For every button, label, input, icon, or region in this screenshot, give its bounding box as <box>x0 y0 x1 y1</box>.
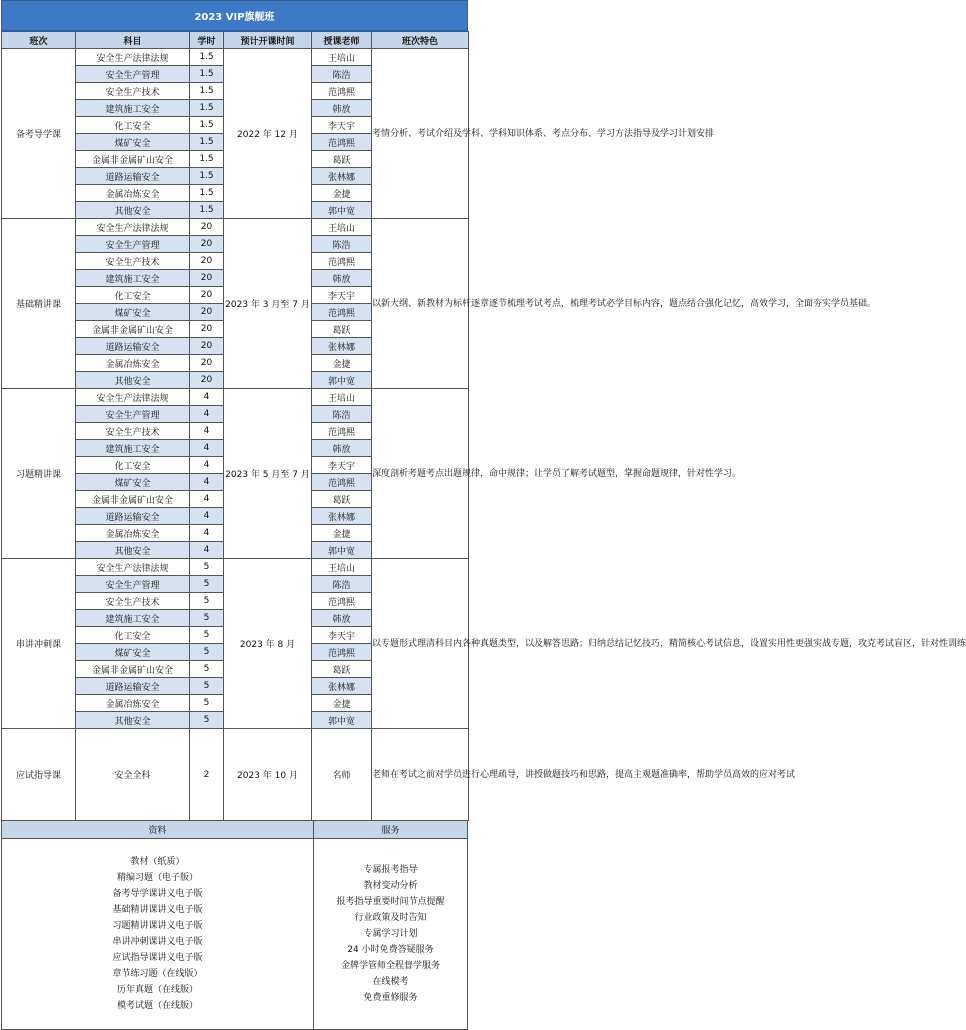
header-subject: 科目 <box>76 32 190 49</box>
material-item: 教材（纸质） <box>130 857 185 867</box>
teacher-cell: 陈浩 <box>312 576 372 593</box>
teacher-cell: 李天宇 <box>312 457 372 474</box>
table-row <box>2 219 469 236</box>
start-time-cell: 2023 年 3 月至 7 月 <box>224 219 312 389</box>
material-item: 精编习题（电子版） <box>116 873 198 883</box>
hours-cell: 1.5 <box>190 49 224 66</box>
subject-cell: 建筑施工安全 <box>76 610 190 627</box>
material-item: 应试指导课讲义电子版 <box>112 953 203 963</box>
teacher-cell: 王培山 <box>312 559 372 576</box>
teacher-cell: 金捷 <box>312 525 372 542</box>
teacher-cell: 韩放 <box>312 440 372 457</box>
hours-cell: 5 <box>190 678 224 695</box>
teacher-cell: 张林娜 <box>312 678 372 695</box>
hours-cell: 20 <box>190 372 224 389</box>
hours-cell: 1.5 <box>190 185 224 202</box>
services-list <box>314 839 467 1029</box>
service-item: 报考指导重要时间节点提醒 <box>336 897 445 907</box>
material-item: 基础精讲课讲义电子版 <box>112 905 203 915</box>
teacher-cell: 范鸿熙 <box>312 83 372 100</box>
teacher-cell: 范鸿熙 <box>312 644 372 661</box>
hours-cell: 5 <box>190 712 224 729</box>
subject-cell: 金属冶炼安全 <box>76 695 190 712</box>
hours-cell: 4 <box>190 474 224 491</box>
teacher-cell: 韩放 <box>312 610 372 627</box>
teacher-cell: 郭中宽 <box>312 372 372 389</box>
header-teacher: 授课老师 <box>312 32 372 49</box>
hours-cell: 20 <box>190 236 224 253</box>
teacher-cell: 范鸿熙 <box>312 304 372 321</box>
subject-cell: 煤矿安全 <box>76 134 190 151</box>
page-title: 2023 VIP旗舰班 <box>1 0 468 31</box>
service-item: 行业政策及时告知 <box>354 913 427 923</box>
hours-cell: 5 <box>190 576 224 593</box>
service-item: 专属学习计划 <box>363 929 418 939</box>
hours-cell: 4 <box>190 508 224 525</box>
service-item: 免费重修服务 <box>363 993 418 1003</box>
hours-cell: 5 <box>190 559 224 576</box>
hours-cell: 20 <box>190 287 224 304</box>
subject-cell: 建筑施工安全 <box>76 270 190 287</box>
hours-cell: 2 <box>190 729 224 821</box>
teacher-cell: 郭中宽 <box>312 202 372 219</box>
material-item: 备考导学课讲义电子版 <box>112 889 203 899</box>
start-time-cell: 2023 年 5 月至 7 月 <box>224 389 312 559</box>
teacher-cell: 韩放 <box>312 100 372 117</box>
subject-cell: 其他安全 <box>76 372 190 389</box>
service-item: 专属报考指导 <box>363 865 418 875</box>
subject-cell: 金属冶炼安全 <box>76 355 190 372</box>
teacher-cell: 名师 <box>312 729 372 821</box>
subject-cell: 道路运输安全 <box>76 678 190 695</box>
teacher-cell: 范鸿熙 <box>312 423 372 440</box>
materials-header: 资料 <box>2 821 314 838</box>
subject-cell: 安全生产管理 <box>76 236 190 253</box>
start-time-cell: 2022 年 12 月 <box>224 49 312 219</box>
subject-cell: 道路运输安全 <box>76 508 190 525</box>
subject-cell: 安全生产技术 <box>76 423 190 440</box>
service-item: 在线模考 <box>372 977 409 987</box>
subject-cell: 安全生产技术 <box>76 83 190 100</box>
hours-cell: 20 <box>190 321 224 338</box>
hours-cell: 4 <box>190 491 224 508</box>
feature-cell: 深度剖析考题考点出题规律，命中规律；让学员了解考试题型，掌握命题规律，针对性学习。 <box>372 389 469 559</box>
hours-cell: 1.5 <box>190 134 224 151</box>
teacher-cell: 葛跃 <box>312 321 372 338</box>
subject-cell: 安全生产管理 <box>76 406 190 423</box>
material-item: 习题精讲课讲义电子版 <box>112 921 203 931</box>
subject-cell: 其他安全 <box>76 712 190 729</box>
teacher-cell: 王培山 <box>312 49 372 66</box>
subject-cell: 金属冶炼安全 <box>76 185 190 202</box>
subject-cell: 安全生产法律法规 <box>76 219 190 236</box>
table-row <box>2 389 469 406</box>
teacher-cell: 张林娜 <box>312 508 372 525</box>
teacher-cell: 李天宇 <box>312 627 372 644</box>
subject-cell: 金属冶炼安全 <box>76 525 190 542</box>
teacher-cell: 王培山 <box>312 389 372 406</box>
service-item: 教材变动分析 <box>363 881 418 891</box>
teacher-cell: 陈浩 <box>312 236 372 253</box>
teacher-cell: 陈浩 <box>312 406 372 423</box>
teacher-cell: 张林娜 <box>312 338 372 355</box>
hours-cell: 5 <box>190 593 224 610</box>
teacher-cell: 葛跃 <box>312 151 372 168</box>
course-name: 基础精讲课 <box>2 219 76 389</box>
course-name: 应试指导课 <box>2 729 76 821</box>
subject-cell: 金属非金属矿山安全 <box>76 321 190 338</box>
course-table <box>1 31 966 821</box>
course-name: 备考导学课 <box>2 49 76 219</box>
material-item: 历年真题（在线版） <box>116 985 198 995</box>
header-class: 班次 <box>2 32 76 49</box>
hours-cell: 1.5 <box>190 117 224 134</box>
subject-cell: 安全生产法律法规 <box>76 49 190 66</box>
hours-cell: 1.5 <box>190 83 224 100</box>
table-row <box>2 559 469 576</box>
subject-cell: 金属非金属矿山安全 <box>76 491 190 508</box>
hours-cell: 1.5 <box>190 66 224 83</box>
teacher-cell: 郭中宽 <box>312 712 372 729</box>
material-item: 章节练习题（在线版） <box>112 969 203 979</box>
teacher-cell: 韩放 <box>312 270 372 287</box>
teacher-cell: 郭中宽 <box>312 542 372 559</box>
hours-cell: 4 <box>190 542 224 559</box>
teacher-cell: 范鸿熙 <box>312 593 372 610</box>
teacher-cell: 金捷 <box>312 185 372 202</box>
subject-cell: 道路运输安全 <box>76 168 190 185</box>
material-item: 模考试题（在线版） <box>116 1001 198 1011</box>
materials-list <box>2 839 314 1029</box>
subject-cell: 其他安全 <box>76 542 190 559</box>
feature-cell: 以新大纲、新教材为标杆逐章逐节梳理考试考点，梳理考试必学目标内容，题点结合强化记忆，高效学习，全面夯实学员基础。 <box>372 219 469 389</box>
teacher-cell: 葛跃 <box>312 491 372 508</box>
subject-cell: 安全生产管理 <box>76 576 190 593</box>
hours-cell: 20 <box>190 270 224 287</box>
subject-cell: 安全生产技术 <box>76 253 190 270</box>
hours-cell: 20 <box>190 253 224 270</box>
feature-cell: 老师在考试之前对学员进行心理疏导，讲授做题技巧和思路，提高主观题准确率，帮助学员高效的应对考试 <box>372 729 469 821</box>
hours-cell: 20 <box>190 338 224 355</box>
hours-cell: 5 <box>190 610 224 627</box>
teacher-cell: 金捷 <box>312 695 372 712</box>
hours-cell: 1.5 <box>190 202 224 219</box>
header-hours: 学时 <box>190 32 224 49</box>
hours-cell: 4 <box>190 406 224 423</box>
table-row <box>2 49 469 66</box>
table-header-row <box>2 32 469 49</box>
course-name: 习题精讲课 <box>2 389 76 559</box>
teacher-cell: 王培山 <box>312 219 372 236</box>
subject-cell: 安全生产管理 <box>76 66 190 83</box>
subject-cell: 建筑施工安全 <box>76 440 190 457</box>
material-item: 串讲冲刺课讲义电子版 <box>112 937 203 947</box>
vip-class-sheet <box>1 0 966 1030</box>
subject-cell: 化工安全 <box>76 287 190 304</box>
hours-cell: 20 <box>190 304 224 321</box>
table-row-final <box>2 729 469 821</box>
course-name: 串讲冲刺课 <box>2 559 76 729</box>
header-feature: 班次特色 <box>372 32 469 49</box>
hours-cell: 5 <box>190 661 224 678</box>
subject-cell: 煤矿安全 <box>76 644 190 661</box>
hours-cell: 5 <box>190 695 224 712</box>
hours-cell: 4 <box>190 389 224 406</box>
teacher-cell: 范鸿熙 <box>312 474 372 491</box>
hours-cell: 4 <box>190 423 224 440</box>
teacher-cell: 葛跃 <box>312 661 372 678</box>
teacher-cell: 陈浩 <box>312 66 372 83</box>
service-item: 24 小时免费答疑服务 <box>347 945 434 955</box>
hours-cell: 5 <box>190 644 224 661</box>
teacher-cell: 李天宇 <box>312 117 372 134</box>
subject-cell: 化工安全 <box>76 117 190 134</box>
teacher-cell: 张林娜 <box>312 168 372 185</box>
hours-cell: 4 <box>190 440 224 457</box>
subject-cell: 煤矿安全 <box>76 304 190 321</box>
services-header: 服务 <box>381 826 400 836</box>
start-time-cell: 2023 年 8 月 <box>224 559 312 729</box>
footer-header <box>1 821 468 839</box>
hours-cell: 4 <box>190 525 224 542</box>
teacher-cell: 李天宇 <box>312 287 372 304</box>
subject-cell: 安全生产法律法规 <box>76 559 190 576</box>
hours-cell: 20 <box>190 355 224 372</box>
subject-cell: 建筑施工安全 <box>76 100 190 117</box>
feature-cell: 以专题形式理清科目内各种真题类型，以及解答思路；归纳总结记忆技巧，精简核心考试信息，设置实用性更强实战专题，攻克考试盲区，针对性训练 <box>372 559 469 729</box>
service-item: 金牌学管师全程督学服务 <box>340 961 440 971</box>
hours-cell: 5 <box>190 627 224 644</box>
subject-cell: 化工安全 <box>76 627 190 644</box>
feature-cell: 考情分析、考试介绍及学科、学科知识体系、考点分布、学习方法指导及学习计划安排 <box>372 49 469 219</box>
teacher-cell: 范鸿熙 <box>312 253 372 270</box>
teacher-cell: 金捷 <box>312 355 372 372</box>
subject-cell: 金属非金属矿山安全 <box>76 151 190 168</box>
subject-cell: 化工安全 <box>76 457 190 474</box>
subject-cell: 其他安全 <box>76 202 190 219</box>
subject-cell: 道路运输安全 <box>76 338 190 355</box>
teacher-cell: 范鸿熙 <box>312 134 372 151</box>
subject-cell: 金属非金属矿山安全 <box>76 661 190 678</box>
footer-body <box>1 839 468 1030</box>
hours-cell: 1.5 <box>190 151 224 168</box>
hours-cell: 1.5 <box>190 168 224 185</box>
subject-cell: 安全全科 <box>76 729 190 821</box>
subject-cell: 煤矿安全 <box>76 474 190 491</box>
subject-cell: 安全生产技术 <box>76 593 190 610</box>
hours-cell: 20 <box>190 219 224 236</box>
subject-cell: 安全生产法律法规 <box>76 389 190 406</box>
hours-cell: 4 <box>190 457 224 474</box>
header-start-time: 预计开课时间 <box>224 32 312 49</box>
hours-cell: 1.5 <box>190 100 224 117</box>
start-time-cell: 2023 年 10 月 <box>224 729 312 821</box>
